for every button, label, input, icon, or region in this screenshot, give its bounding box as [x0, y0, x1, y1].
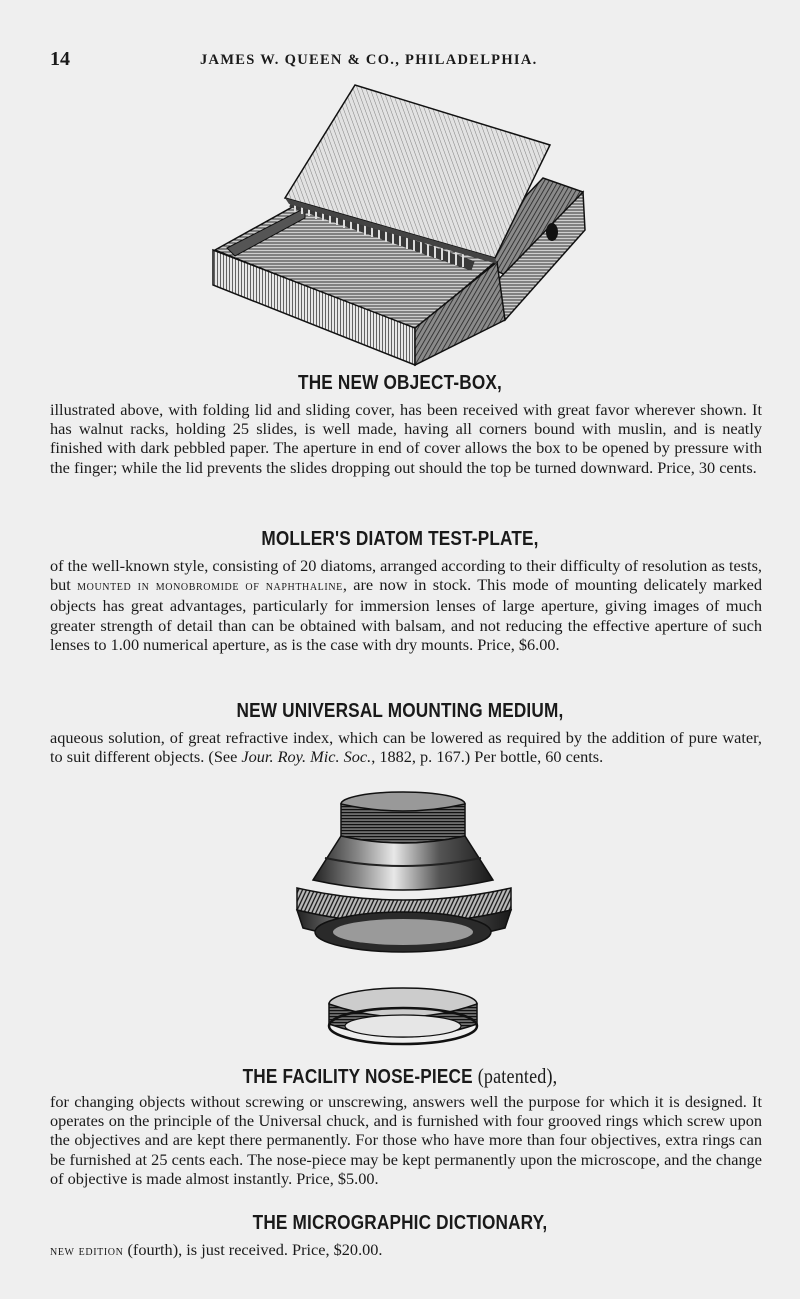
running-head: JAMES W. QUEEN & CO., PHILADELPHIA. [200, 52, 538, 68]
diatom-plate-text-2: , are now in stock. This mode of mounting delicately marked objects has great advantages, particularly for immersion lenses of large aperture, giving images of much greater strength of detail than can be obtained with balsam, and not reducing the effective aperture of such lenses to 1.00 numerical aperture, as is the case with dry mounts. Price, $6.00. [50, 575, 762, 654]
diatom-plate-description [50, 556, 762, 654]
mounting-medium-text-2: , 1882, p. 167.) Per bottle, 60 cents. [371, 747, 604, 767]
mounting-medium-heading: NEW UNIVERSAL MOUNTING MEDIUM, [236, 700, 564, 722]
object-box-illustration [205, 80, 605, 370]
dictionary-description [50, 1240, 762, 1261]
journal-citation: Jour. Roy. Mic. Soc. [241, 747, 372, 767]
mounting-medium-text-1: aqueous solution, of great refractive index, which can be lowered as required by the addition of pure water, to suit different objects. (See [50, 728, 762, 767]
diatom-plate-small-caps: mounted in monobromide of naphthaline [77, 579, 343, 595]
object-box-description: illustrated above, with folding lid and sliding cover, has been received with great favor wherever shown. It has walnut racks, holding 25 slides, is well made, having all corners bound with muslin, and is neatly finished with dark pebbled paper. The aperture in end of cover allows the box to be opened by pressure with the finger; while the lid prevents the slides dropping out should the top be turned downward. Price, 30 cents. [50, 400, 762, 477]
diatom-plate-text-1: of the well-known style, consisting of 20 diatoms, arranged according to their difficulty of resolution as tests, but [50, 556, 762, 595]
nose-piece-description: for changing objects without screwing or unscrewing, answers well the purpose for which it is designed. It operates on the principle of the Universal chuck, and is furnished with four grooved rings which screw upon the objectives and are kept there permanently. For those who have more than four objectives, extra rings can be furnished at 25 cents each. The nose-piece may be kept permanently upon the microscope, and the change of objective is made almost instantly. Price, $5.00. [50, 1092, 762, 1188]
nose-piece-heading [90, 1064, 709, 1089]
dictionary-small-caps: new edition [50, 1244, 124, 1259]
mounting-medium-description [50, 728, 762, 766]
nose-piece-illustration [285, 788, 525, 1060]
object-box-heading: THE NEW OBJECT-BOX, [298, 372, 502, 394]
nose-piece-title: THE FACILITY NOSE-PIECE [242, 1066, 473, 1088]
dictionary-text: (fourth), is just received. Price, $20.00. [123, 1240, 383, 1259]
page-header [0, 48, 800, 74]
nose-piece-patented: (patented), [477, 1064, 558, 1088]
dictionary-heading: THE MICROGRAPHIC DICTIONARY, [252, 1212, 548, 1234]
diatom-plate-heading: MOLLER'S DIATOM TEST-PLATE, [261, 528, 539, 550]
page-number: 14 [50, 48, 70, 70]
